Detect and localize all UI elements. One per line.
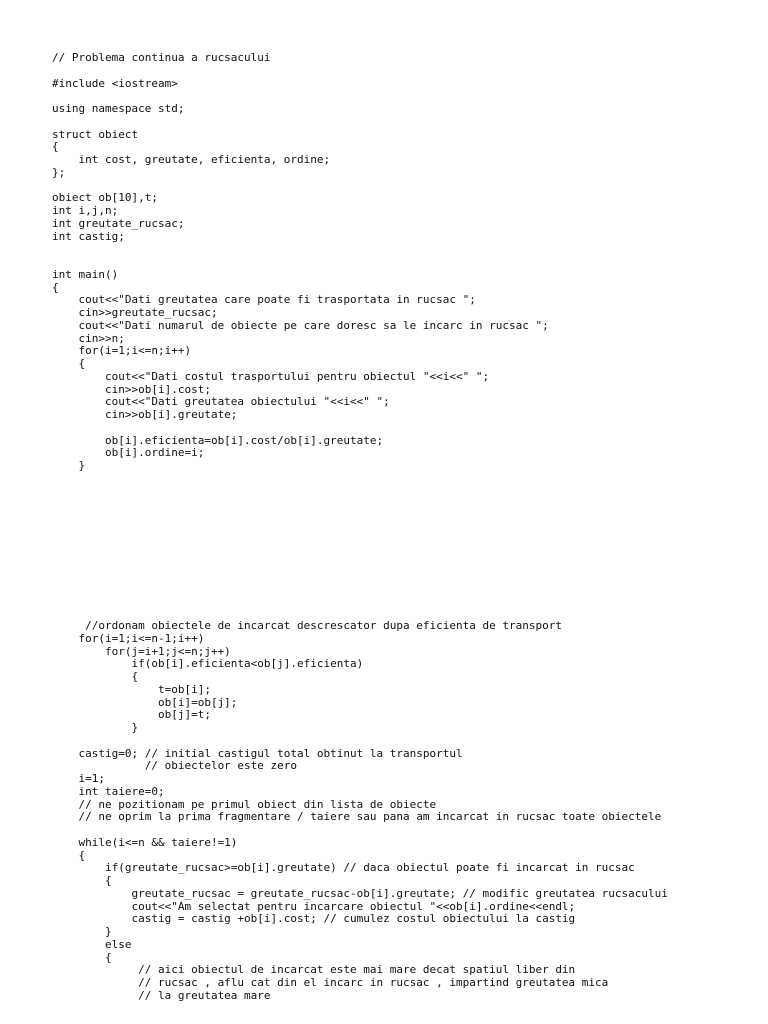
code-line: { xyxy=(52,670,139,683)
code-line: castig=0; // initial castigul total obtinut la transportul xyxy=(52,746,463,760)
code-line xyxy=(52,116,549,129)
code-line: castig = castig +ob[i].cost; // cumulez costul obiectului la castig xyxy=(52,912,576,926)
code-line: { xyxy=(52,357,86,370)
code-line xyxy=(52,256,549,269)
code-line: if(greutate_rucsac>=ob[i].greutate) // daca obiectul poate fi incarcat in rucsac xyxy=(52,861,635,875)
code-line: // obiectelor este zero xyxy=(52,759,298,773)
code-line: } xyxy=(52,721,139,734)
code-line: }; xyxy=(52,165,66,179)
code-line: for(i=1;i<=n-1;i++) xyxy=(52,631,205,645)
code-line: cout<<"Dati numarul de obiecte pe care doresc sa le incarc in rucsac "; xyxy=(52,318,549,332)
code-line: struct obiect xyxy=(52,127,139,141)
code-line: // la greutatea mare xyxy=(52,988,271,1002)
code-line: if(ob[i].eficienta<ob[j].eficienta) xyxy=(52,657,364,671)
code-line: else xyxy=(52,937,132,951)
code-line: #include <iostream> xyxy=(52,76,178,90)
code-line: cin>>ob[i].cost; xyxy=(52,382,211,396)
code-line xyxy=(52,735,668,748)
code-line: int taiere=0; xyxy=(52,784,165,798)
code-line: { xyxy=(52,874,112,887)
code-line: t=ob[i]; xyxy=(52,682,211,696)
code-line: while(i<=n && taiere!=1) xyxy=(52,835,238,849)
code-line: //ordonam obiectele de incarcat descrescator dupa eficienta de transport xyxy=(52,619,562,632)
code-line: int cost, greutate, eficienta, ordine; xyxy=(52,153,331,166)
code-line: obiect ob[10],t; xyxy=(52,191,158,205)
code-line xyxy=(52,422,549,435)
code-line xyxy=(52,65,549,78)
code-line: // ne oprim la prima fragmentare / taiere sau pana am incarcat in rucsac toate obiectele xyxy=(52,810,662,824)
code-line: for(j=i+1;j<=n;j++) xyxy=(52,644,231,658)
code-line: ob[i]=ob[j]; xyxy=(52,695,238,709)
code-line xyxy=(52,824,668,837)
code-line: ob[i].eficienta=ob[i].cost/ob[i].greutate; xyxy=(52,433,384,447)
code-line: cin>>greutate_rucsac; xyxy=(52,306,218,319)
code-line: cin>>n; xyxy=(52,331,125,345)
code-line: { xyxy=(52,140,59,154)
code-line: { xyxy=(52,280,59,294)
code-line: using namespace std; xyxy=(52,102,185,115)
code-line: } xyxy=(52,459,86,472)
code-line: int greutate_rucsac; xyxy=(52,216,185,230)
code-line: // ne pozitionam pe primul obiect din lista de obiecte xyxy=(52,797,437,811)
code-line: { xyxy=(52,950,112,964)
code-line: int i,j,n; xyxy=(52,204,119,217)
code-line: cin>>ob[i].greutate; xyxy=(52,408,238,421)
code-line: cout<<"Dati greutatea obiectului "<<i<<" "; xyxy=(52,395,390,409)
code-line: greutate_rucsac = greutate_rucsac-ob[i].greutate; // modific greutatea rucsacului xyxy=(52,886,668,900)
code-line: // aici obiectul de incarcat este mai mare decat spatiul liber din xyxy=(52,963,576,977)
code-line: cout<<"Dati greutatea care poate fi trasportata in rucsac "; xyxy=(52,293,476,307)
code-line: int main() xyxy=(52,267,119,281)
code-line xyxy=(52,243,549,256)
code-line: ob[i].ordine=i; xyxy=(52,446,205,460)
code-block-top xyxy=(52,52,549,473)
code-line: } xyxy=(52,925,112,938)
code-block-bottom xyxy=(52,620,668,1003)
code-line: { xyxy=(52,848,86,862)
code-line: cout<<"Dati costul trasportului pentru obiectul "<<i<<" "; xyxy=(52,369,490,383)
code-line: ob[j]=t; xyxy=(52,708,211,722)
code-line: cout<<"Am selectat pentru incarcare obiectul "<<ob[i].ordine<<endl; xyxy=(52,899,576,913)
code-line: i=1; xyxy=(52,772,105,785)
code-line: for(i=1;i<=n;i++) xyxy=(52,344,192,358)
code-line: // rucsac , aflu cat din el incarc in rucsac , impartind greutatea mica xyxy=(52,976,609,989)
code-line: // Problema continua a rucsacului xyxy=(52,51,271,64)
code-line: int castig; xyxy=(52,229,125,243)
